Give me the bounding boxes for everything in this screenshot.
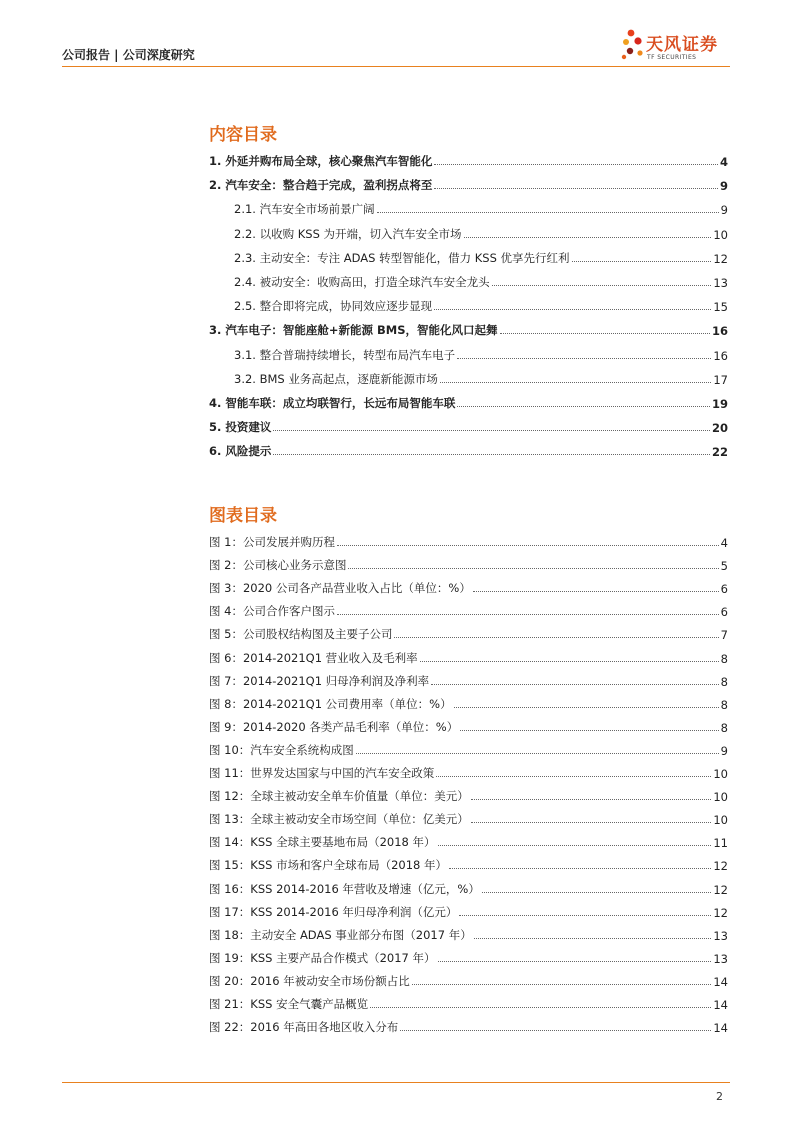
entry-title: 5. 投资建议 [209, 420, 272, 435]
dot-leader [460, 730, 718, 731]
dot-leader [464, 237, 712, 238]
entry-page: 8 [720, 651, 728, 666]
figure-entry[interactable] [209, 948, 728, 966]
figure-entry[interactable] [209, 832, 728, 850]
entry-page: 16 [711, 324, 728, 339]
entry-title: 图 21：KSS 安全气囊产品概览 [209, 997, 369, 1011]
entry-title: 图 2：公司核心业务示意图 [209, 558, 347, 573]
entry-title: 图 13：全球主被动安全市场空间（单位：亿美元） [209, 812, 469, 827]
dot-leader [572, 261, 712, 262]
entry-page: 12 [713, 905, 728, 920]
logo-subtitle: TF SECURITIES [647, 54, 697, 61]
dot-leader [434, 164, 718, 165]
entry-page: 13 [713, 276, 728, 290]
entry-title: 图 22：2016 年高田各地区收入分布 [209, 1020, 399, 1035]
entry-title: 图 16：KSS 2014-2016 年营收及增速（亿元，%） [209, 881, 480, 896]
toc-entry[interactable] [209, 175, 728, 193]
figure-entry[interactable] [209, 786, 728, 804]
toc-title: 内容目录 [209, 125, 277, 145]
entry-page: 6 [720, 582, 728, 597]
toc-entry[interactable] [209, 417, 728, 435]
entry-page: 8 [720, 720, 728, 735]
entry-title: 图 19：KSS 主要产品合作模式（2017 年） [209, 950, 436, 965]
dot-leader [337, 614, 719, 615]
entry-page: 12 [713, 882, 728, 897]
figure-entry[interactable] [209, 971, 728, 989]
entry-title: 图 9：2014-2020 各类产品毛利率（单位：%） [209, 719, 459, 734]
entry-page: 10 [713, 813, 728, 828]
dot-leader [394, 637, 718, 638]
figure-entry[interactable] [209, 809, 728, 827]
figure-entry[interactable] [209, 671, 728, 689]
entry-title: 图 8：2014-2021Q1 公司费用率（单位：%） [209, 696, 452, 711]
entry-page: 4 [719, 155, 728, 169]
dot-leader [412, 984, 712, 985]
toc-entry[interactable] [234, 224, 728, 242]
entry-page: 17 [713, 372, 728, 387]
dot-leader [436, 776, 711, 777]
entry-page: 14 [713, 998, 728, 1012]
entry-title: 图 15：KSS 市场和客户全球布局（2018 年） [209, 858, 448, 873]
dot-leader [459, 915, 711, 916]
dot-leader [273, 454, 710, 455]
figure-entry[interactable] [209, 624, 728, 642]
footer-divider [62, 1082, 730, 1083]
figure-entry[interactable] [209, 925, 728, 943]
entry-page: 12 [713, 859, 728, 874]
entry-page: 20 [711, 421, 728, 436]
figure-entry[interactable] [209, 763, 728, 781]
toc-entry[interactable] [234, 199, 728, 217]
entry-page: 13 [713, 951, 728, 966]
entry-page: 10 [713, 767, 728, 781]
entry-page: 16 [713, 348, 728, 363]
dot-leader [434, 309, 711, 310]
dot-leader [273, 430, 710, 431]
entry-title: 2.2. 以收购 KSS 为开端，切入汽车安全市场 [234, 226, 462, 241]
entry-title: 图 17：KSS 2014-2016 年归母净利润（亿元） [209, 904, 458, 919]
entry-page: 22 [711, 445, 728, 460]
entry-page: 14 [713, 1021, 728, 1036]
entry-title: 图 10：汽车安全系统构成图 [209, 742, 354, 757]
entry-page: 9 [719, 179, 728, 194]
figure-entry[interactable] [209, 855, 728, 873]
figure-entry[interactable] [209, 555, 728, 573]
header-divider [62, 66, 730, 67]
figure-entry[interactable] [209, 694, 728, 712]
entry-page: 14 [713, 974, 728, 989]
figure-entry[interactable] [209, 879, 728, 897]
entry-title: 图 12：全球主被动安全单车价值量（单位：美元） [209, 789, 469, 804]
figure-entry[interactable] [209, 1017, 728, 1035]
entry-page: 15 [713, 300, 728, 315]
toc-entry[interactable] [209, 151, 728, 169]
entry-title: 图 11：世界发达国家与中国的汽车安全政策 [209, 766, 435, 780]
figure-entry[interactable] [209, 717, 728, 735]
dot-leader [431, 684, 718, 685]
entry-title: 图 18：主动安全 ADAS 事业部分布图（2017 年） [209, 927, 472, 942]
entry-title: 图 4：公司合作客户图示 [209, 604, 335, 619]
figure-entry[interactable] [209, 601, 728, 619]
toc-entry[interactable] [234, 248, 728, 266]
entry-page: 5 [720, 559, 728, 574]
figure-entry[interactable] [209, 740, 728, 758]
dot-leader [492, 285, 712, 286]
dot-leader [337, 545, 719, 546]
toc-entry[interactable] [209, 393, 728, 411]
entry-page: 8 [720, 697, 728, 712]
entry-title: 3. 汽车电子：智能座舱+新能源 BMS，智能化风口起舞 [209, 323, 498, 338]
entry-title: 图 6：2014-2021Q1 营业收入及毛利率 [209, 650, 418, 665]
dot-leader [434, 188, 718, 189]
entry-page: 4 [720, 536, 728, 550]
dot-leader [377, 212, 719, 213]
entry-title: 6. 风险提示 [209, 444, 272, 459]
report-type-label: 公司报告 | 公司深度研究 [62, 48, 195, 62]
dot-leader [457, 358, 711, 359]
entry-title: 3.1. 整合普瑞持续增长，转型布局汽车电子 [234, 347, 456, 362]
entry-title: 图 20：2016 年被动安全市场份额占比 [209, 973, 410, 988]
dot-leader [471, 822, 712, 823]
figure-entry[interactable] [209, 902, 728, 920]
dot-leader [473, 591, 719, 592]
entry-title: 2.4. 被动安全：收购高田，打造全球汽车安全龙头 [234, 275, 490, 289]
dot-leader [438, 845, 712, 846]
dot-leader [449, 868, 711, 869]
dot-leader [500, 333, 710, 334]
dot-leader [348, 568, 718, 569]
dot-leader [438, 961, 712, 962]
entry-page: 9 [720, 743, 728, 758]
entry-page: 9 [720, 203, 728, 218]
toc-entry[interactable] [234, 369, 728, 387]
figure-list-title: 图表目录 [209, 506, 277, 526]
dot-leader [471, 799, 712, 800]
toc-entry[interactable] [209, 320, 728, 338]
entry-title: 图 7：2014-2021Q1 归母净利润及净利率 [209, 673, 430, 688]
entry-page: 19 [711, 397, 728, 411]
dot-leader [482, 892, 712, 893]
figure-entry[interactable] [209, 532, 728, 550]
figure-entry[interactable] [209, 578, 728, 596]
dot-leader [474, 938, 712, 939]
dot-leader [454, 707, 719, 708]
entry-title: 图 1：公司发展并购历程 [209, 535, 335, 549]
entry-title: 2. 汽车安全：整合趋于完成，盈利拐点将至 [209, 178, 433, 193]
entry-page: 7 [720, 628, 728, 643]
entry-title: 图 14：KSS 全球主要基地布局（2018 年） [209, 835, 436, 850]
dot-leader [400, 1030, 711, 1031]
entry-title: 1. 外延并购布局全球，核心聚焦汽车智能化 [209, 154, 433, 168]
logo-name: 天风证券 [646, 35, 718, 55]
entry-page: 13 [713, 928, 728, 943]
entry-title: 图 5：公司股权结构图及主要子公司 [209, 627, 393, 642]
entry-page: 11 [713, 836, 728, 851]
entry-page: 10 [713, 227, 728, 242]
entry-title: 3.2. BMS 业务高起点，逐鹿新能源市场 [234, 371, 438, 386]
entry-title: 2.1. 汽车安全市场前景广阔 [234, 202, 375, 217]
entry-title: 图 3：2020 公司各产品营业收入占比（单位：%） [209, 581, 471, 596]
entry-page: 8 [720, 674, 728, 689]
dot-leader [457, 406, 710, 407]
figure-entry[interactable] [209, 994, 728, 1012]
entry-title: 2.5. 整合即将完成，协同效应逐步显现 [234, 299, 433, 314]
dot-leader [370, 1007, 711, 1008]
entry-title: 2.3. 主动安全：专注 ADAS 转型智能化，借力 KSS 优享先行红利 [234, 250, 570, 265]
dot-leader [440, 382, 711, 383]
dot-leader [420, 661, 719, 662]
dot-leader [356, 753, 719, 754]
toc-entry[interactable] [234, 272, 728, 290]
page-number: 2 [716, 1090, 723, 1103]
toc-entry[interactable] [234, 296, 728, 314]
entry-page: 12 [713, 251, 728, 266]
figure-entry[interactable] [209, 648, 728, 666]
entry-page: 10 [713, 790, 728, 805]
toc-entry[interactable] [209, 441, 728, 459]
entry-page: 6 [720, 605, 728, 620]
entry-title: 4. 智能车联：成立均联智行，长远布局智能车联 [209, 396, 456, 410]
toc-entry[interactable] [234, 345, 728, 363]
